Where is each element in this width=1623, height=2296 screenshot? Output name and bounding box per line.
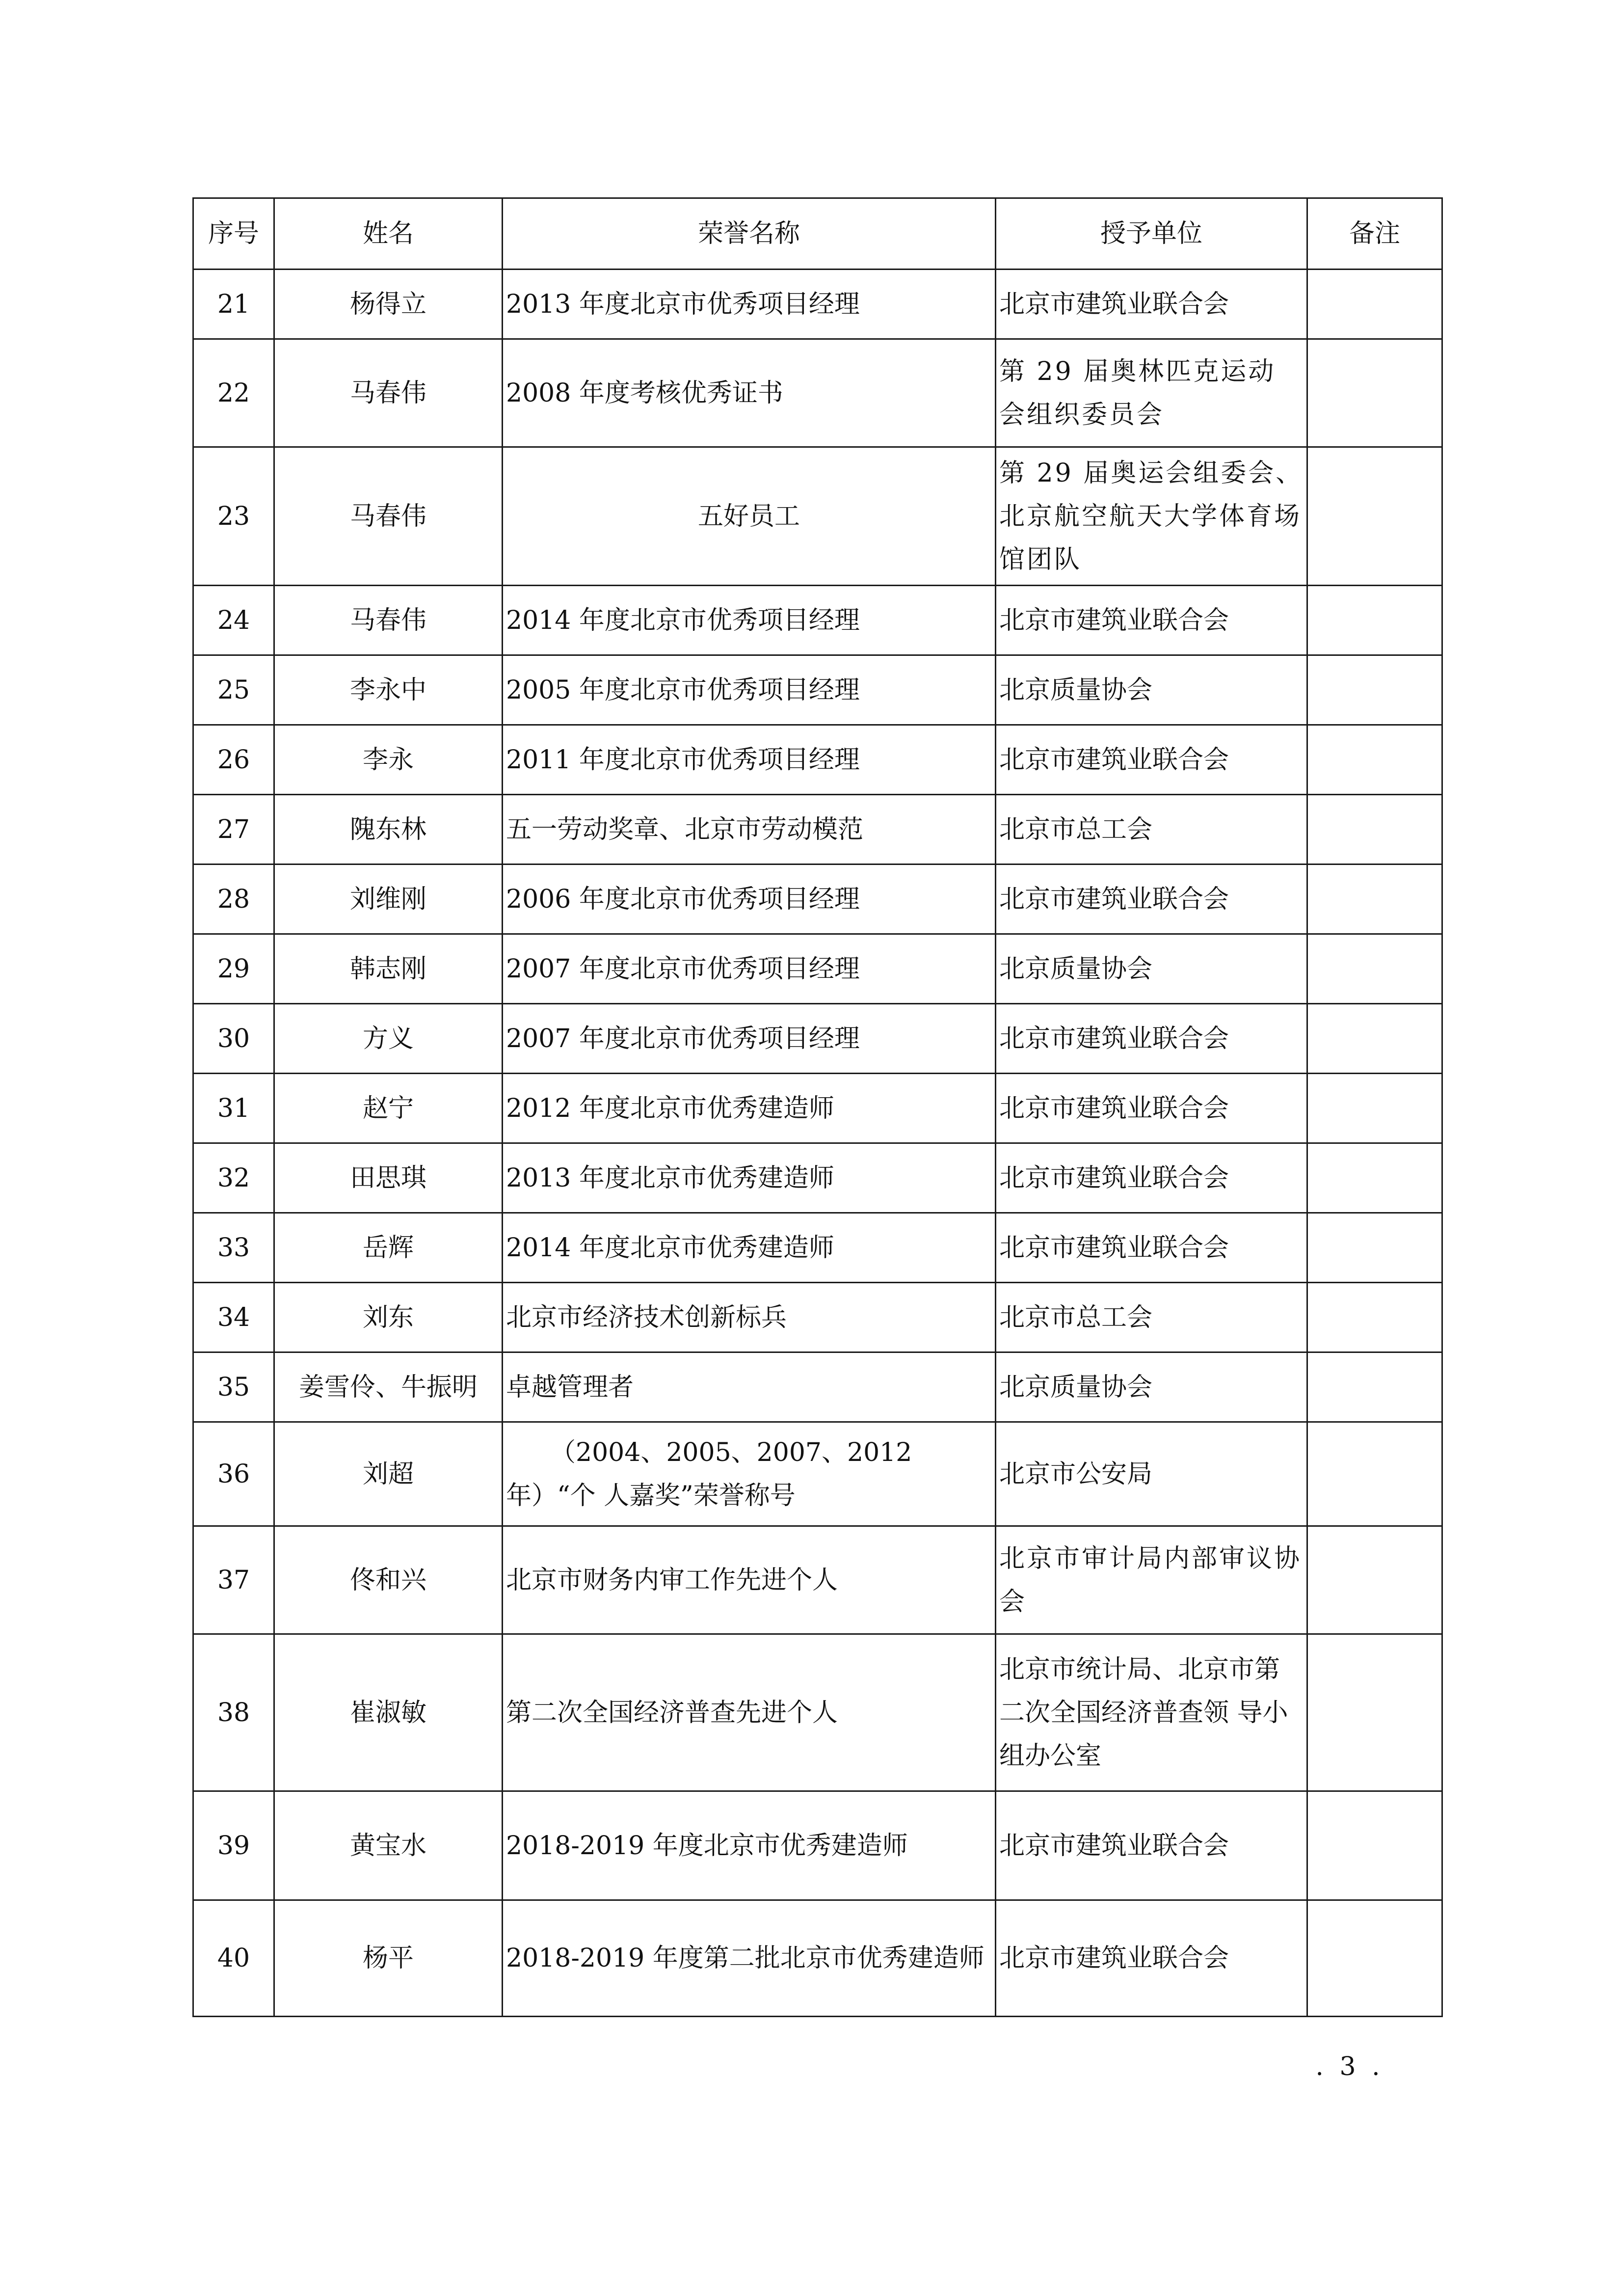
table-row (193, 864, 1442, 934)
cell-no: 25 (193, 655, 274, 725)
cell-name: 赵宁 (274, 1074, 503, 1143)
cell-note (1307, 725, 1442, 795)
cell-org: 北京市总工会 (996, 1283, 1307, 1352)
cell-no: 34 (193, 1283, 274, 1352)
cell-no: 27 (193, 795, 274, 864)
cell-no: 31 (193, 1074, 274, 1143)
cell-name: 姜雪伶、牛振明 (274, 1352, 503, 1422)
cell-org: 北京市建筑业联合会 (996, 864, 1307, 934)
cell-org: 北京市建筑业联合会 (996, 586, 1307, 655)
cell-note (1307, 864, 1442, 934)
cell-note (1307, 1526, 1442, 1634)
cell-note (1307, 934, 1442, 1004)
cell-no: 38 (193, 1634, 274, 1791)
cell-note (1307, 1352, 1442, 1422)
cell-no: 29 (193, 934, 274, 1004)
cell-note (1307, 655, 1442, 725)
cell-no: 22 (193, 339, 274, 447)
cell-note (1307, 339, 1442, 447)
cell-name: 方义 (274, 1004, 503, 1074)
cell-no: 23 (193, 447, 274, 586)
header-no: 序号 (193, 198, 274, 270)
cell-org: 第 29 届奥运会组委会、北京航空航天大学体育场馆团队 (996, 447, 1307, 586)
table-row (193, 586, 1442, 655)
page-number: . 3 . (1315, 2052, 1384, 2081)
cell-award: 第二次全国经济普查先进个人 (503, 1634, 996, 1791)
cell-org: 北京质量协会 (996, 934, 1307, 1004)
cell-award: 卓越管理者 (503, 1352, 996, 1422)
cell-award: 2005 年度北京市优秀项目经理 (503, 655, 996, 725)
cell-org: 北京市公安局 (996, 1422, 1307, 1526)
cell-note (1307, 795, 1442, 864)
cell-note (1307, 1213, 1442, 1283)
cell-name: 刘超 (274, 1422, 503, 1526)
cell-no: 28 (193, 864, 274, 934)
cell-no: 30 (193, 1004, 274, 1074)
cell-award: 2013 年度北京市优秀建造师 (503, 1143, 996, 1213)
cell-no: 32 (193, 1143, 274, 1213)
cell-award: 2018-2019 年度第二批北京市优秀建造师 (503, 1900, 996, 2017)
cell-org: 北京市建筑业联合会 (996, 1004, 1307, 1074)
cell-name: 岳辉 (274, 1213, 503, 1283)
table-row (193, 1074, 1442, 1143)
cell-org: 北京质量协会 (996, 1352, 1307, 1422)
cell-name: 黄宝水 (274, 1791, 503, 1900)
cell-note (1307, 1283, 1442, 1352)
cell-award: 五好员工 (503, 447, 996, 586)
cell-award: 2013 年度北京市优秀项目经理 (503, 270, 996, 339)
table-row (193, 1791, 1442, 1900)
table-row (193, 1004, 1442, 1074)
cell-name: 刘东 (274, 1283, 503, 1352)
table-row (193, 1526, 1442, 1634)
table-row (193, 1422, 1442, 1526)
cell-name: 杨得立 (274, 270, 503, 339)
cell-org: 北京市建筑业联合会 (996, 270, 1307, 339)
cell-award: （2004、2005、2007、2012 年）“个 人嘉奖”荣誉称号 (503, 1422, 996, 1526)
cell-award: 2012 年度北京市优秀建造师 (503, 1074, 996, 1143)
cell-note (1307, 1143, 1442, 1213)
cell-org: 北京市建筑业联合会 (996, 1900, 1307, 2017)
cell-award: 2014 年度北京市优秀建造师 (503, 1213, 996, 1283)
table-row (193, 934, 1442, 1004)
cell-name: 马春伟 (274, 339, 503, 447)
cell-award: 2011 年度北京市优秀项目经理 (503, 725, 996, 795)
cell-org: 北京市总工会 (996, 795, 1307, 864)
table-row (193, 270, 1442, 339)
header-award: 荣誉名称 (503, 198, 996, 270)
header-name: 姓名 (274, 198, 503, 270)
table-row (193, 1352, 1442, 1422)
cell-org: 北京市建筑业联合会 (996, 1074, 1307, 1143)
cell-note (1307, 1634, 1442, 1791)
cell-no: 33 (193, 1213, 274, 1283)
table-row (193, 1213, 1442, 1283)
cell-name: 佟和兴 (274, 1526, 503, 1634)
cell-award: 2007 年度北京市优秀项目经理 (503, 1004, 996, 1074)
cell-note (1307, 586, 1442, 655)
cell-name: 韩志刚 (274, 934, 503, 1004)
cell-no: 24 (193, 586, 274, 655)
cell-award: 五一劳动奖章、北京市劳动模范 (503, 795, 996, 864)
cell-award: 2007 年度北京市优秀项目经理 (503, 934, 996, 1004)
cell-note (1307, 447, 1442, 586)
cell-org: 北京质量协会 (996, 655, 1307, 725)
honor-table (192, 197, 1443, 2017)
cell-org: 北京市统计局、北京市第二次全国经济普查领 导小组办公室 (996, 1634, 1307, 1791)
header-org: 授予单位 (996, 198, 1307, 270)
cell-award: 2006 年度北京市优秀项目经理 (503, 864, 996, 934)
cell-no: 39 (193, 1791, 274, 1900)
cell-name: 田思琪 (274, 1143, 503, 1213)
cell-no: 36 (193, 1422, 274, 1526)
cell-award: 2014 年度北京市优秀项目经理 (503, 586, 996, 655)
table-row (193, 339, 1442, 447)
cell-org: 第 29 届奥林匹克运动 会组织委员会 (996, 339, 1307, 447)
table-row (193, 1143, 1442, 1213)
cell-note (1307, 1900, 1442, 2017)
cell-no: 37 (193, 1526, 274, 1634)
cell-award: 北京市财务内审工作先进个人 (503, 1526, 996, 1634)
cell-award: 2008 年度考核优秀证书 (503, 339, 996, 447)
cell-name: 李永 (274, 725, 503, 795)
cell-org: 北京市建筑业联合会 (996, 1791, 1307, 1900)
cell-org: 北京市建筑业联合会 (996, 1143, 1307, 1213)
table-row (193, 1283, 1442, 1352)
cell-note (1307, 1422, 1442, 1526)
cell-no: 40 (193, 1900, 274, 2017)
table-row (193, 1634, 1442, 1791)
table-row (193, 1900, 1442, 2017)
cell-org: 北京市审计局内部审议协会 (996, 1526, 1307, 1634)
table-row (193, 795, 1442, 864)
cell-award: 北京市经济技术创新标兵 (503, 1283, 996, 1352)
cell-note (1307, 1791, 1442, 1900)
cell-no: 21 (193, 270, 274, 339)
cell-name: 隗东林 (274, 795, 503, 864)
cell-name: 刘维刚 (274, 864, 503, 934)
cell-name: 李永中 (274, 655, 503, 725)
table-row (193, 725, 1442, 795)
header-row (193, 198, 1442, 270)
cell-note (1307, 1004, 1442, 1074)
cell-name: 杨平 (274, 1900, 503, 2017)
cell-name: 马春伟 (274, 586, 503, 655)
table-row (193, 655, 1442, 725)
cell-note (1307, 1074, 1442, 1143)
cell-name: 崔淑敏 (274, 1634, 503, 1791)
table-row (193, 447, 1442, 586)
cell-note (1307, 270, 1442, 339)
cell-award: 2018-2019 年度北京市优秀建造师 (503, 1791, 996, 1900)
cell-name: 马春伟 (274, 447, 503, 586)
cell-org: 北京市建筑业联合会 (996, 1213, 1307, 1283)
cell-no: 35 (193, 1352, 274, 1422)
header-note: 备注 (1307, 198, 1442, 270)
cell-org: 北京市建筑业联合会 (996, 725, 1307, 795)
cell-no: 26 (193, 725, 274, 795)
